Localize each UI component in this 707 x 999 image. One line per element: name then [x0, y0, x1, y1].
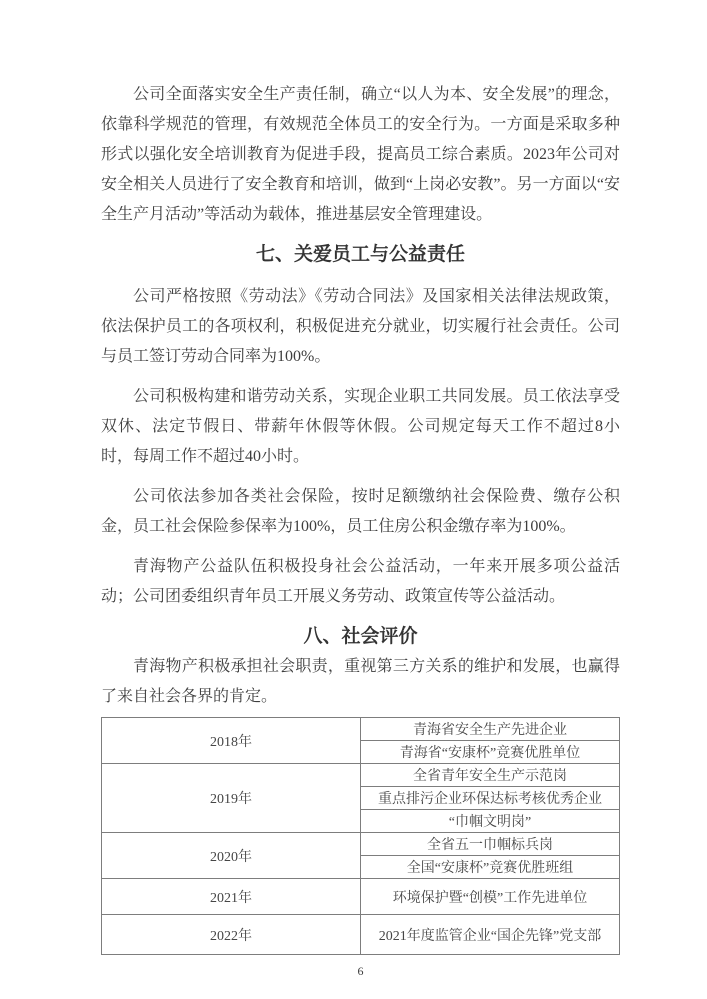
- paragraph-charity: 青海物产公益队伍积极投身社会公益活动，一年来开展多项公益活动；公司团委组织青年员工开展义务劳动、政策宣传等公益活动。: [101, 558, 620, 605]
- section-heading-employee-care: 七、关爱员工与公益责任: [255, 244, 465, 265]
- table-row: [102, 764, 620, 787]
- paragraph-social-insurance: 公司依法参加各类社会保险，按时足额缴纳社会保险费、缴存公积金，员工社会保险参保率为100%，员工住房公积金缴存率为100%。: [101, 488, 620, 535]
- table-row: [102, 718, 620, 741]
- award-name-cell: 青海省安全生产先进企业: [361, 718, 620, 741]
- award-name-cell: 重点排污企业环保达标考核优秀企业: [361, 787, 620, 810]
- paragraph-safety-production: 公司全面落实安全生产责任制，确立“以人为本、安全发展”的理念，依靠科学规范的管理，有效规范全体员工的安全行为。一方面是采取多种形式以强化安全培训教育为促进手段，提高员工综合素质。2023年公司对安全相关人员进行了安全教育和培训，做到“上岗必安教”。另一方面以“安全生产月活动”等活动为载体，推进基层安全管理建设。: [101, 86, 620, 223]
- table-row: [102, 915, 620, 955]
- page-number: 6: [357, 964, 364, 978]
- paragraph-evaluation-intro: 青海物产积极承担社会职责，重视第三方关系的维护和发展，也赢得了来自社会各界的肯定。: [101, 658, 620, 705]
- award-year-cell: 2019年: [102, 764, 361, 833]
- table-row: [102, 833, 620, 856]
- table-row: [102, 879, 620, 915]
- award-name-cell: 青海省“安康杯”竞赛优胜单位: [361, 741, 620, 764]
- award-name-cell: 全国“安康杯”竞赛优胜班组: [361, 856, 620, 879]
- paragraph-labor-law: 公司严格按照《劳动法》《劳动合同法》及国家相关法律法规政策，依法保护员工的各项权利，积极促进充分就业，切实履行社会责任。公司与员工签订劳动合同率为100%。: [101, 288, 620, 365]
- award-year-cell: 2022年: [102, 915, 361, 955]
- paragraph-work-hours: 公司积极构建和谐劳动关系，实现企业职工共同发展。员工依法享受双休、法定节假日、带薪年休假等休假。公司规定每天工作不超过8小时，每周工作不超过40小时。: [101, 388, 620, 465]
- award-name-cell: 2021年度监管企业“国企先锋”党支部: [361, 915, 620, 955]
- award-name-cell: “巾帼文明岗”: [361, 810, 620, 833]
- award-year-cell: 2020年: [102, 833, 361, 879]
- award-name-cell: 环境保护暨“创模”工作先进单位: [361, 879, 620, 915]
- award-name-cell: 全省五一巾帼标兵岗: [361, 833, 620, 856]
- award-name-cell: 全省青年安全生产示范岗: [361, 764, 620, 787]
- awards-table: [101, 717, 620, 955]
- award-year-cell: 2018年: [102, 718, 361, 764]
- section-heading-social-evaluation: 八、社会评价: [303, 626, 418, 647]
- award-year-cell: 2021年: [102, 879, 361, 915]
